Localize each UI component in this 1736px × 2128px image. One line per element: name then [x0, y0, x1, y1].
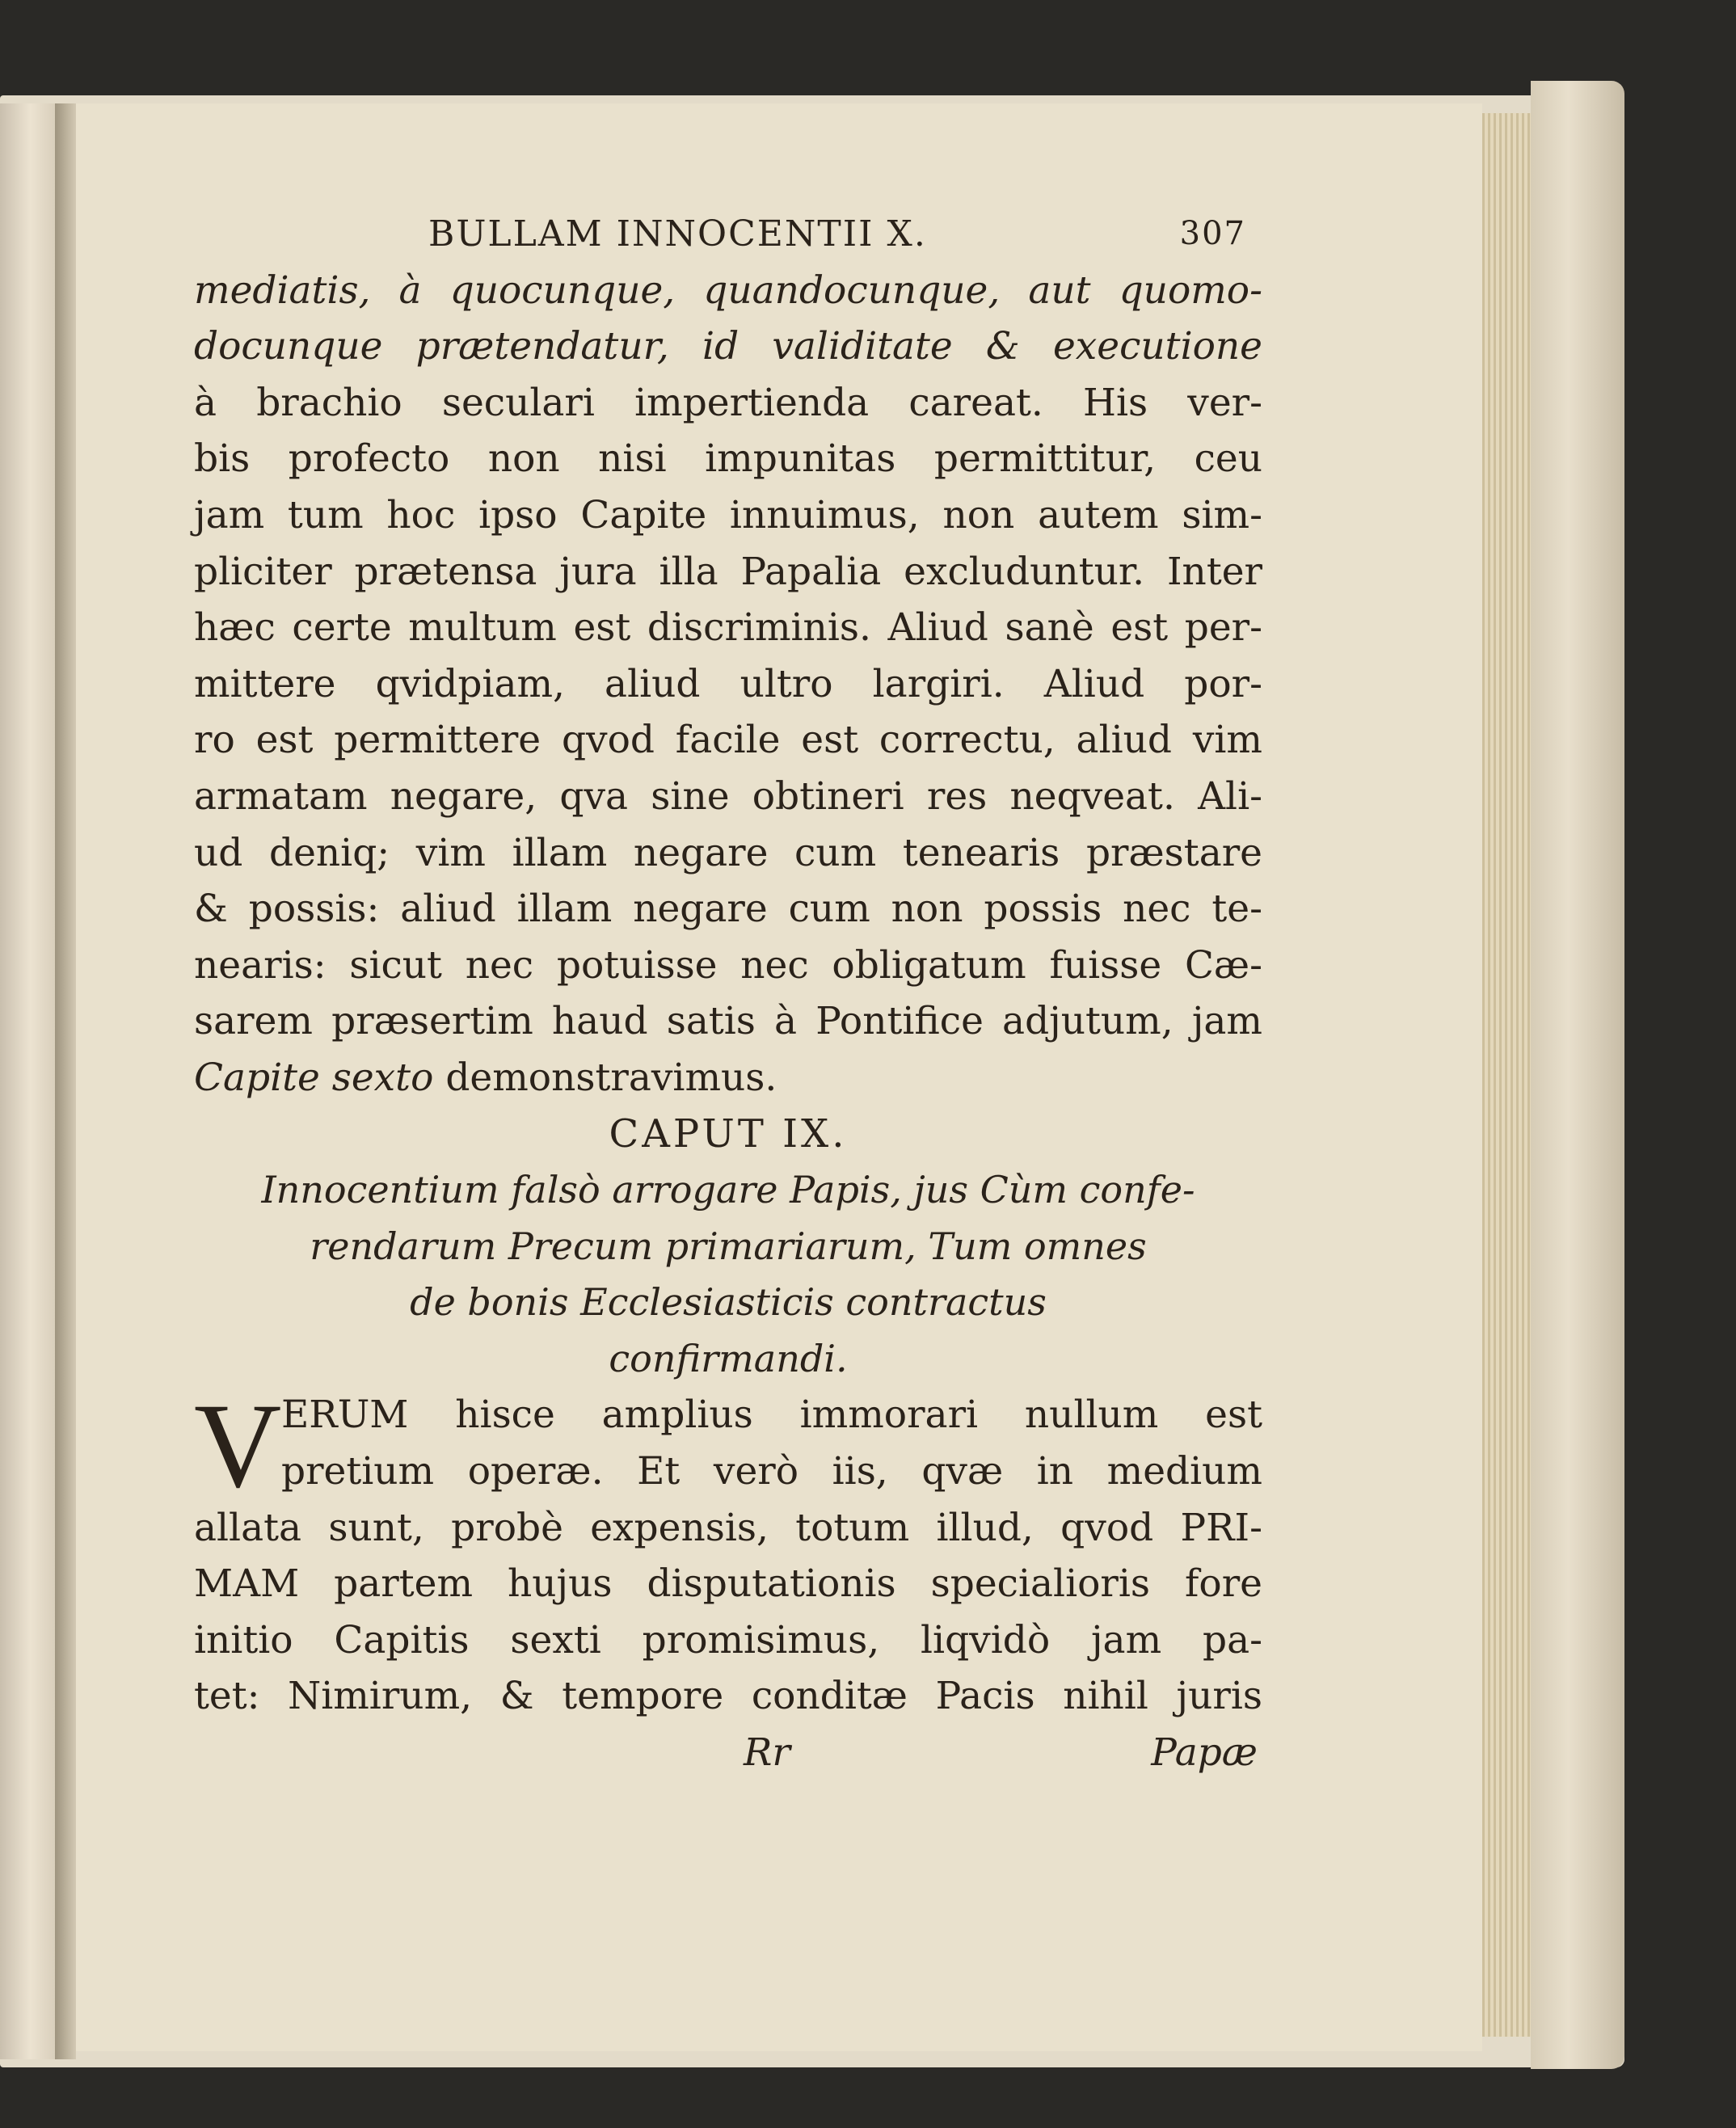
- text-line: initio Capitis sexti promisimus, liqvidò jam pa-: [194, 1617, 1262, 1662]
- chapter-body: [194, 1379, 1262, 1725]
- chapter-subtitle-line: confirmandi.: [609, 1336, 848, 1380]
- running-title: BULLAM INNOCENTII X.: [428, 213, 927, 255]
- chapter-subtitle-line: rendarum Precum primariarum, Tum omnes: [310, 1224, 1147, 1268]
- text-line: allata sunt, probè expensis, totum illud, qvod PRI-: [194, 1505, 1262, 1550]
- text-line: ro est permittere qvod facile est correctu, aliud vim: [194, 718, 1262, 763]
- text-line: ERUM hisce amplius immorari nullum est: [281, 1393, 1262, 1438]
- signature-mark: Rr: [744, 1730, 790, 1776]
- text-line: pretium operæ. Et verò iis, qvæ in medium: [281, 1449, 1262, 1494]
- gutter-shadow: [55, 103, 76, 2059]
- text-line-last: [194, 1050, 1262, 1106]
- page-text: [194, 206, 1262, 1781]
- page-number: 307: [1179, 215, 1246, 252]
- chapter-subtitle-line: de bonis Ecclesiasticis contractus: [410, 1280, 1047, 1325]
- text-line: pliciter prætensa jura illa Papalia excluduntur. Inter: [194, 549, 1262, 594]
- roman-text: demonstravimus.: [445, 1055, 777, 1100]
- text-line: ud deniq; vim illam negare cum tenearis præstare: [194, 830, 1262, 875]
- text-line: docunque prætendatur, id validitate & executione: [194, 324, 1262, 369]
- text-line: nearis: sicut nec potuisse nec obligatum fuisse Cæ-: [194, 942, 1262, 988]
- paragraph-continued: [194, 263, 1262, 1106]
- text-line: hæc certe multum est discriminis. Aliud sanè est per-: [194, 605, 1262, 651]
- text-line: armatam negare, qva sine obtineri res neqveat. Ali-: [194, 773, 1262, 819]
- text-line: mediatis, à quocunque, quandocunque, aut quomo-: [194, 268, 1262, 313]
- text-line: & possis: aliud illam negare cum non possis nec te-: [194, 887, 1262, 932]
- catchword: Papæ: [1151, 1730, 1258, 1776]
- chapter-subtitle-line: Innocentium falsò arrogare Papis, jus Cùm confe-: [261, 1168, 1195, 1212]
- page-edges: [1482, 113, 1532, 2037]
- text-line: tet: Nimirum, & tempore conditæ Pacis nihil juris: [194, 1674, 1262, 1719]
- text-line: jam tum hoc ipso Capite innuimus, non autem sim-: [194, 492, 1262, 537]
- page-footer: [194, 1725, 1262, 1781]
- previous-page-edge: [0, 103, 57, 2059]
- drop-cap: V: [194, 1379, 282, 1514]
- text-line: mittere qvidpiam, aliud ultro largiri. Aliud por-: [194, 661, 1262, 706]
- italic-reference: Capite sexto: [194, 1055, 434, 1100]
- text-line: bis profecto non nisi impunitas permittitur, ceu: [194, 436, 1262, 482]
- running-header: [194, 206, 1262, 263]
- chapter-heading: CAPUT IX.: [609, 1110, 848, 1157]
- text-line: MAM partem hujus disputationis specialioris fore: [194, 1561, 1262, 1607]
- text-line: à brachio seculari impertienda careat. His ver-: [194, 380, 1262, 425]
- text-line: sarem præsertim haud satis à Pontifice adjutum, jam: [194, 999, 1262, 1044]
- book-cover-edge: [1531, 81, 1624, 2069]
